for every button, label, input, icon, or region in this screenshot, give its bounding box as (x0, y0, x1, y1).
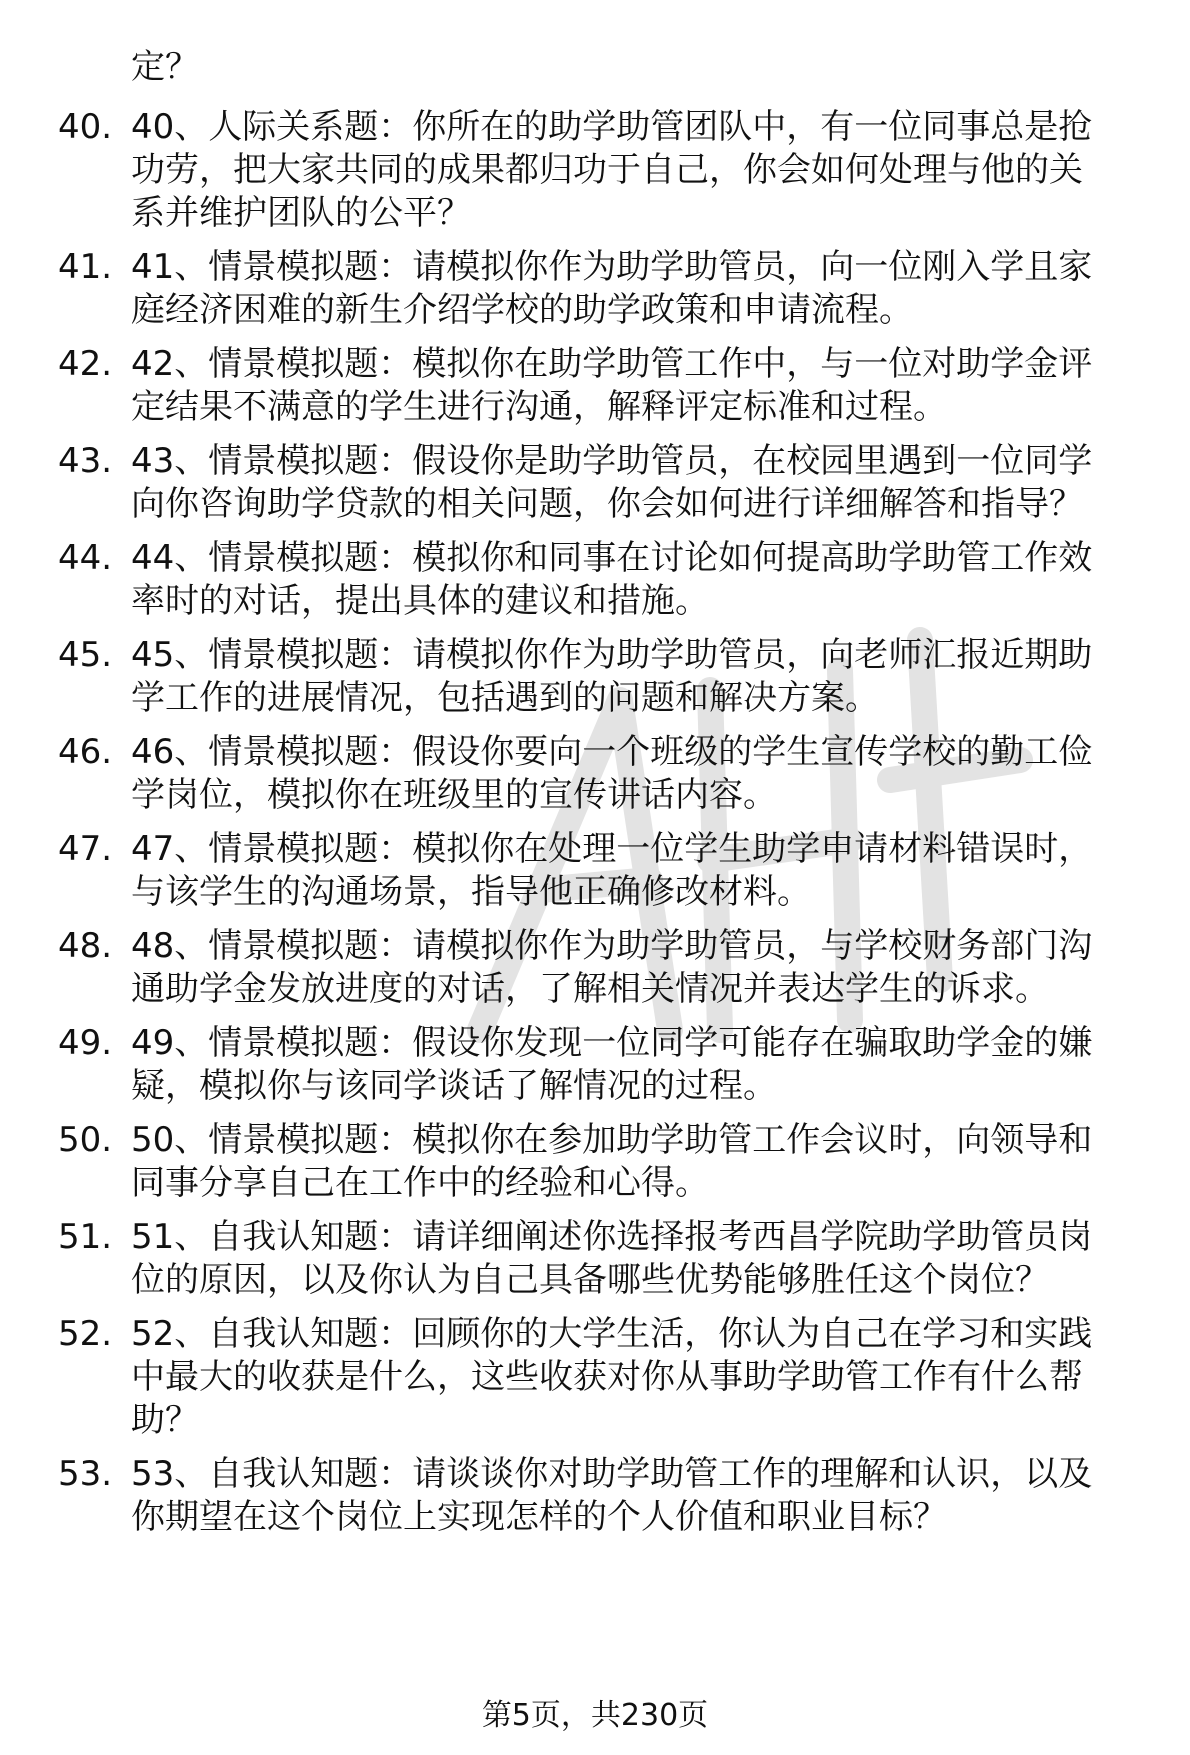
question-item (0, 106, 1190, 235)
question-text (131, 1119, 1161, 1205)
question-text-line: 学工作的进展情况，包括遇到的问题和解决方案。 (131, 678, 879, 718)
question-text-line: 43、情景模拟题：假设你是助学助管员，在校园里遇到一位同学 (131, 441, 1093, 481)
question-text-line: 45、情景模拟题：请模拟你作为助学助管员，向老师汇报近期助 (131, 635, 1093, 675)
question-text-line: 疑，模拟你与该同学谈话了解情况的过程。 (131, 1066, 777, 1106)
question-text-line: 41、情景模拟题：请模拟你作为助学助管员，向一位刚入学且家 (131, 247, 1093, 287)
question-text (131, 1453, 1161, 1539)
question-text (131, 106, 1161, 235)
question-item (0, 731, 1190, 817)
question-number: 40. (58, 107, 113, 147)
question-text-line: 助？ (131, 1400, 199, 1440)
question-text (131, 828, 1161, 914)
question-item (0, 1453, 1190, 1539)
question-number: 43. (58, 441, 113, 481)
question-item (0, 925, 1190, 1011)
question-item (0, 634, 1190, 720)
question-text-line: 42、情景模拟题：模拟你在助学助管工作中，与一位对助学金评 (131, 344, 1093, 384)
continued-question-text: 定？ (131, 47, 199, 87)
question-item (0, 1119, 1190, 1205)
page-footer: 第5页，共230页 (481, 1698, 709, 1733)
question-item (0, 246, 1190, 332)
question-text-line: 中最大的收获是什么，这些收获对你从事助学助管工作有什么帮 (131, 1357, 1083, 1397)
question-text (131, 246, 1161, 332)
question-number: 44. (58, 538, 113, 578)
question-text-line: 率时的对话，提出具体的建议和措施。 (131, 581, 709, 621)
question-text (131, 634, 1161, 720)
question-text-line: 庭经济困难的新生介绍学校的助学政策和申请流程。 (131, 290, 913, 330)
question-number: 41. (58, 247, 113, 287)
question-number: 49. (58, 1023, 113, 1063)
question-item (0, 828, 1190, 914)
question-text-line: 你期望在这个岗位上实现怎样的个人价值和职业目标？ (131, 1497, 947, 1537)
question-text (131, 731, 1161, 817)
question-text (131, 925, 1161, 1011)
question-text-line: 功劳，把大家共同的成果都归功于自己，你会如何处理与他的关 (131, 150, 1083, 190)
question-text-line: 51、自我认知题：请详细阐述你选择报考西昌学院助学助管员岗 (131, 1217, 1093, 1257)
question-item (0, 440, 1190, 526)
question-text (131, 537, 1161, 623)
question-text-line: 44、情景模拟题：模拟你和同事在讨论如何提高助学助管工作效 (131, 538, 1093, 578)
question-text-line: 47、情景模拟题：模拟你在处理一位学生助学申请材料错误时， (131, 829, 1093, 869)
question-number: 51. (58, 1217, 113, 1257)
question-text-line: 40、人际关系题：你所在的助学助管团队中，有一位同事总是抢 (131, 107, 1093, 147)
question-text-line: 向你咨询助学贷款的相关问题，你会如何进行详细解答和指导？ (131, 484, 1083, 524)
question-text (131, 343, 1161, 429)
question-number: 42. (58, 344, 113, 384)
question-text-line: 53、自我认知题：请谈谈你对助学助管工作的理解和认识，以及 (131, 1454, 1093, 1494)
question-item (0, 537, 1190, 623)
question-text-line: 46、情景模拟题：假设你要向一个班级的学生宣传学校的勤工俭 (131, 732, 1093, 772)
question-text-line: 系并维护团队的公平？ (131, 193, 471, 233)
question-item (0, 1022, 1190, 1108)
question-text-line: 定结果不满意的学生进行沟通，解释评定标准和过程。 (131, 387, 947, 427)
question-text-line: 同事分享自己在工作中的经验和心得。 (131, 1163, 709, 1203)
question-text-line: 52、自我认知题：回顾你的大学生活，你认为自己在学习和实践 (131, 1314, 1093, 1354)
question-item (0, 343, 1190, 429)
question-text-line: 位的原因，以及你认为自己具备哪些优势能够胜任这个岗位？ (131, 1260, 1049, 1300)
question-text-line: 50、情景模拟题：模拟你在参加助学助管工作会议时，向领导和 (131, 1120, 1093, 1160)
question-text-line: 通助学金发放进度的对话，了解相关情况并表达学生的诉求。 (131, 969, 1049, 1009)
question-text-line: 49、情景模拟题：假设你发现一位同学可能存在骗取助学金的嫌 (131, 1023, 1093, 1063)
question-number: 50. (58, 1120, 113, 1160)
question-text-line: 与该学生的沟通场景，指导他正确修改材料。 (131, 872, 811, 912)
question-number: 47. (58, 829, 113, 869)
question-text (131, 440, 1161, 526)
question-item (0, 1216, 1190, 1302)
question-number: 46. (58, 732, 113, 772)
question-text (131, 1216, 1161, 1302)
question-item (0, 1313, 1190, 1442)
question-number: 48. (58, 926, 113, 966)
question-text-line: 学岗位，模拟你在班级里的宣传讲话内容。 (131, 775, 777, 815)
question-number: 45. (58, 635, 113, 675)
question-text (131, 1313, 1161, 1442)
question-number: 53. (58, 1454, 113, 1494)
question-text-line: 48、情景模拟题：请模拟你作为助学助管员，与学校财务部门沟 (131, 926, 1093, 966)
question-text (131, 1022, 1161, 1108)
question-number: 52. (58, 1314, 113, 1354)
